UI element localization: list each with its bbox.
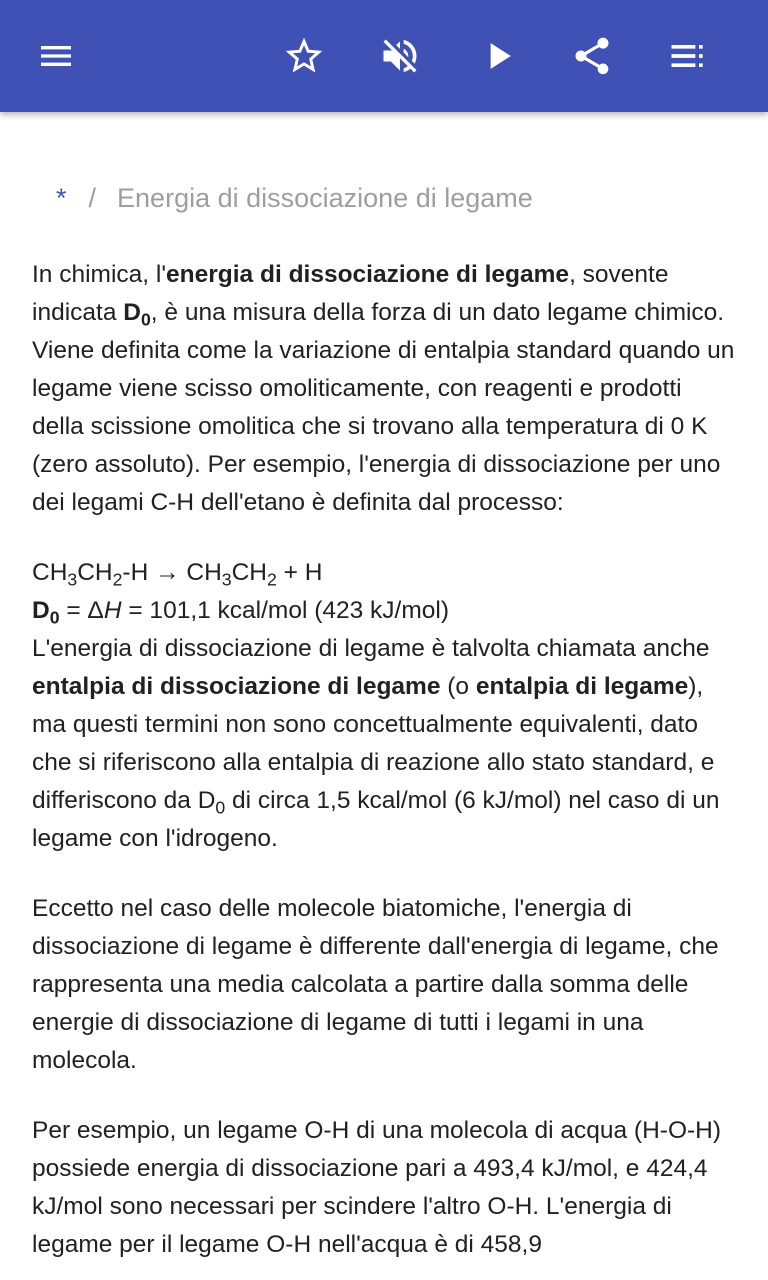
star-outline-icon <box>282 34 326 78</box>
formula-part: -H → CH <box>122 559 222 586</box>
symbol-d: D <box>32 597 50 624</box>
share-button[interactable] <box>560 24 624 88</box>
volume-off-icon <box>378 34 422 78</box>
text-span: L'energia di dissociazione di legame è talvolta chiamata anche <box>32 635 710 662</box>
subscript: 3 <box>67 569 78 590</box>
play-icon <box>476 34 520 78</box>
term-bold: entalpia di legame <box>475 673 689 700</box>
text-span: , è una misura della forza di un dato legame chimico. Viene definita come la variazione di entalpia standard quando un legame viene scisso omoliticamente, con reagenti e prodotti della scissione omolitica che si trovano alla temperatura di 0 K (zero assoluto). Per esempio, l'energia di dissociazione per uno dei legami C-H dell'etano è definita dal processo: <box>32 299 735 516</box>
paragraph-diatomic: Eccetto nel caso delle molecole biatomiche, l'energia di dissociazione di legame è differente dall'energia di legame, che rappresenta una media calcolata a partire dalla somma delle energie di dissociazione di legame di tutti i legami in una molecola. <box>32 895 719 1074</box>
text-span: di circa 1,5 kcal/mol (6 kJ/mol) nel caso di un legame con l'idrogeno. <box>32 787 720 852</box>
article-content <box>0 112 768 1280</box>
subscript: 0 <box>215 797 226 818</box>
text-span: (o <box>440 673 476 700</box>
symbol-h: H <box>103 597 122 624</box>
app-bar <box>0 0 768 112</box>
subscript: 2 <box>112 569 123 590</box>
subscript: 0 <box>49 607 60 628</box>
formula-part: + H <box>276 559 323 586</box>
mute-button[interactable] <box>368 24 432 88</box>
share-icon <box>570 34 614 78</box>
formula-part: CH <box>231 559 267 586</box>
formula-part: = 101,1 kcal/mol (423 kJ/mol) <box>121 597 449 624</box>
play-button[interactable] <box>466 24 530 88</box>
text-span: ), ma questi termini non sono concettualmente equivalenti, dato che si riferiscono alla entalpia di reazione allo stato standard, e differiscono da D <box>32 673 715 814</box>
breadcrumb-current: Energia di dissociazione di legame <box>117 183 533 213</box>
article-body <box>32 256 736 1280</box>
paragraph-intro <box>32 256 736 522</box>
toc-button[interactable] <box>656 24 720 88</box>
d0-equation <box>32 592 736 630</box>
symbol-d0 <box>32 597 60 628</box>
menu-icon <box>36 36 76 76</box>
paragraph-enthalpy <box>32 630 736 858</box>
favorite-button[interactable] <box>272 24 336 88</box>
breadcrumb-separator: / <box>88 183 97 213</box>
reaction-equation <box>32 554 736 592</box>
term-bold: energia di dissociazione di legame <box>166 261 570 288</box>
formula-part: = Δ <box>59 597 104 624</box>
text-span: , sovente indicata <box>32 261 669 326</box>
paragraph-water-example: Per esempio, un legame O-H di una molecola di acqua (H-O-H) possiede energia di dissociazione pari a 493,4 kJ/mol, e 424,4 kJ/mol sono necessari per scindere l'altro O-H. L'energia di legame per il legame O-H nell'acqua è di 458,9 <box>32 1117 722 1258</box>
subscript: 0 <box>140 309 151 330</box>
formula-part: CH <box>77 559 113 586</box>
text-span: In chimica, l' <box>32 261 167 288</box>
list-icon <box>666 34 710 78</box>
symbol-d: D <box>123 299 141 326</box>
breadcrumb-home-link[interactable]: * <box>56 183 67 213</box>
subscript: 2 <box>266 569 277 590</box>
term-bold: entalpia di dissociazione di legame <box>32 673 441 700</box>
breadcrumb <box>56 178 533 218</box>
subscript: 3 <box>221 569 232 590</box>
menu-button[interactable] <box>24 24 88 88</box>
symbol-d0 <box>123 299 151 330</box>
formula-part: CH <box>32 559 68 586</box>
